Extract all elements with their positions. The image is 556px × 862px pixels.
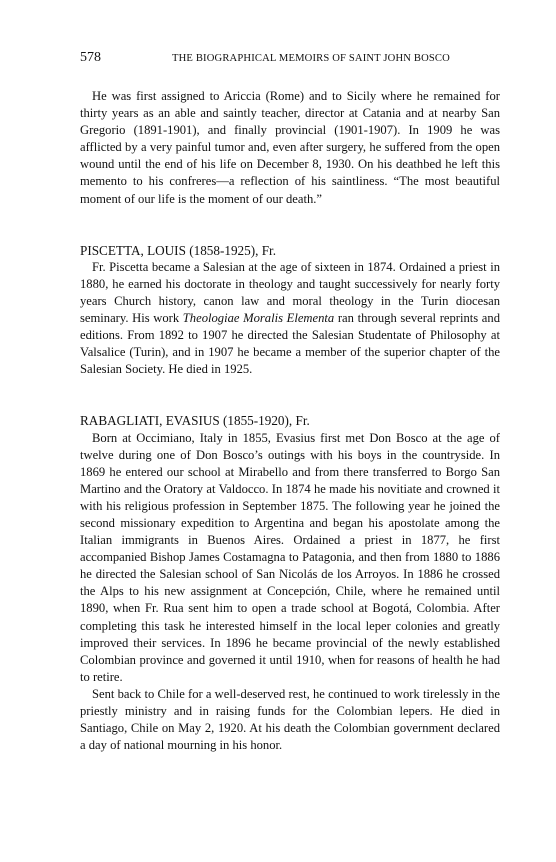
paragraph-text: ran through several reprints and editions. From 1892 to 1907 he directed the Salesian Studentate of Philosophy at Valsalice (Turin), and in 1907 he became a member of the superior chapter of the Salesian Society. He died in 1925.: [80, 311, 500, 377]
page-number: 578: [80, 50, 101, 65]
intro-paragraph: He was first assigned to Ariccia (Rome) and to Sicily where he remained for thirty years as an able and saintly teacher, director at Catania and at nearby San Gregorio (1891-1901), and finally provincial (1901-1907). In 1909 he was afflicted by a very painful tumor and, even after surgery, he suffered from the open wound until the end of his life on December 8, 1930. On his deathbed he left this memento to his confreres—a reflection of his saintliness. “The most beautiful moment of our life is the moment of our death.”: [80, 89, 500, 206]
entry-paragraph-rabagliati-1: Born at Occimiano, Italy in 1855, Evasius first met Don Bosco at the age of twelve during one of Don Bosco’s outings with his boys in the countryside. In 1869 he entered our school at Mirabello and from there transferred to Borgo San Martino and the Oratory at Valdocco. In 1874 he made his novitiate and crowned it with his religious profession in September 1875. The following year he joined the second missionary expedition to Argentina and began his apostolate among the Italian immigrants in Buenos Aires. Ordained a priest in 1877, he first accompanied Bishop James Costamagna to Patagonia, and then from 1880 to 1886 he directed the Salesian school of San Nicolás de los Arroyos. In 1886 he crossed the Alps to his new assignment at Concepción, Chile, where he remained until 1890, when Fr. Rua sent him to open a trade school at Bogotá, Colombia. After completing this task he interested himself in the local leper colonies and greatly improved their services. In 1896 he became provincial of the newly established Colombian province and governed it until 1910, when for reasons of health he had to retire.: [80, 430, 500, 684]
entry-paragraph-piscetta: [80, 259, 500, 379]
running-head: [80, 50, 500, 74]
book-title: Theologiae Moralis Elementa: [182, 311, 335, 326]
entry-heading-rabagliati: RABAGLIATI, EVASIUS (1855-1920), Fr.: [80, 413, 310, 429]
entry-rabagliati: [80, 412, 500, 754]
entry-piscetta: [80, 242, 500, 379]
entry-paragraph-rabagliati-2: Sent back to Chile for a well-deserved rest, he continued to work tirelessly in the priestly ministry and in raising funds for the Colombian lepers. He died in Santiago, Chile on May 2, 1920. At his death the Colombian government declared a day of national mourning in his honor.: [80, 686, 500, 753]
body-text: [80, 88, 500, 754]
running-title: THE BIOGRAPHICAL MEMOIRS OF SAINT JOHN BOSCO: [172, 53, 450, 64]
paragraph-text: Fr. Piscetta became a Salesian at the age of sixteen in 1874. Ordained a priest in 1880, he earned his doctorate in theology and taught successively for nearly forty years Church history, canon law and moral theology in the Turin diocesan seminary. His work: [80, 259, 500, 326]
book-page: [80, 50, 500, 754]
entry-heading-piscetta: PISCETTA, LOUIS (1858-1925), Fr.: [80, 242, 277, 258]
